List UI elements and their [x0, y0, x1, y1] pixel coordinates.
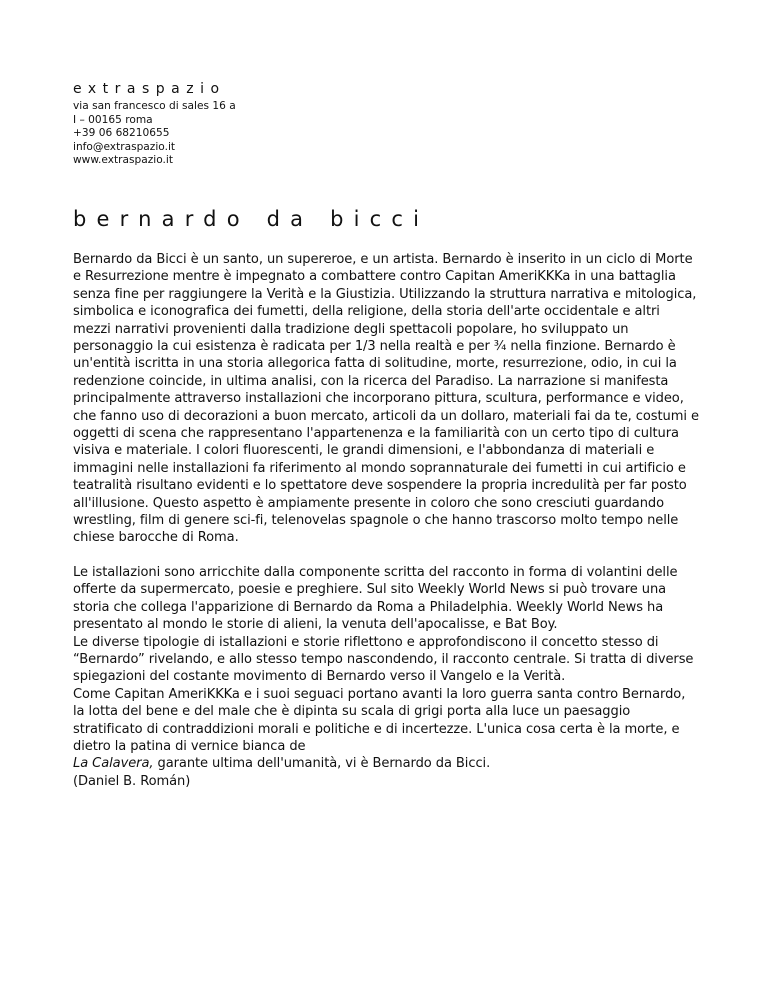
address-email: info@extraspazio.it	[73, 140, 176, 153]
text-block-typologies: Le diverse tipologie di istallazioni e storie riflettono e approfondiscono il concetto stesso di “Bernardo” rivelando, e allo stesso tempo nascondendo, il racconto centrale. Si tratta di diverse spiegazioni del costante movimento di Bernardo verso il Vangelo e la Verità.	[73, 634, 694, 685]
brand-name: extraspazio	[73, 81, 226, 97]
text-block-conclusion	[73, 686, 699, 773]
address-block	[73, 100, 699, 168]
paragraph-installations	[73, 564, 699, 790]
address-street: via san francesco di sales 16 a	[73, 100, 236, 112]
address-website: www.extraspazio.it	[73, 154, 173, 167]
conclusion-text-end: garante ultima dell'umanità, vi è Bernardo da Bicci.	[153, 756, 491, 772]
page-content	[73, 80, 699, 790]
conclusion-text-start: Come Capitan AmeriKKKa e i suoi seguaci portano avanti la loro guerra santa contro Bernardo, la lotta del bene e del male che è dipinta su scala di grigi porta alla luce un paesaggio stratificato di contraddizioni morali e politiche e di incertezze. L'unica cosa certa è la morte, e dietro la patina di vernice bianca de	[73, 686, 686, 754]
address-phone: +39 06 68210655	[73, 127, 170, 140]
address-city: I – 00165 roma	[73, 113, 153, 126]
signature: (Daniel B. Román)	[73, 773, 191, 789]
document-title: bernardo da bicci	[73, 206, 430, 231]
paragraph-intro: Bernardo da Bicci è un santo, un supereroe, e un artista. Bernardo è inserito in un ciclo di Morte e Resurrezione mentre è impegnato a combattere contro Capitan AmeriKKKa in una battaglia senza fine per raggiungere la Verità e la Giustizia. Utilizzando la struttura narrativa e mitologica, simbolica e iconografica dei fumetti, della religione, della storia dell'arte occidentale e altri mezzi narrativi provenienti dalla tradizione degli spettacoli popolare, ho sviluppato un personaggio la cui esistenza è radicata per 1/3 nella realtà e per ¾ nella finzione. Bernardo è un'entità iscritta in una storia allegorica fatta di solitudine, morte, resurrezione, odio, in cui la redenzione coincide, in ultima analisi, con la ricerca del Paradiso. La narrazione si manifesta principalmente attraverso installazioni che incorporano pittura, scultura, performance e video, che fanno uso di decorazioni a buon mercato, articoli da un dollaro, materiali fai da te, costumi e oggetti di scena che rappresentano l'appartenenza e la familiarità con un certo tipo di cultura visiva e materiale. I colori fluorescenti, le grandi dimensioni, e l'abbondanza di materiali e immagini nelle installazioni fa riferimento al mondo soprannaturale dei fumetti in cui artificio e teatralità risultano evidenti e lo spettatore deve sospendere la propria incredulità per far posto all'illusione. Questo aspetto è ampiamente presente in coloro che sono cresciuti guardando wrestling, film di genere sci-fi, telenovelas spagnole o che hanno trascorso molto tempo nelle chiese barocche di Roma.	[73, 251, 699, 546]
text-block-flyers: Le istallazioni sono arricchite dalla componente scritta del racconto in forma di volantini delle offerte da supermercato, poesie e preghiere. Sul sito Weekly World News si può trovare una storia che collega l'apparizione di Bernardo da Roma a Philadelphia. Weekly World News ha presentato al mondo le storie di alieni, la venuta dell'apocalisse, e Bat Boy.	[73, 564, 678, 633]
conclusion-italic-title: La Calavera,	[73, 756, 154, 772]
